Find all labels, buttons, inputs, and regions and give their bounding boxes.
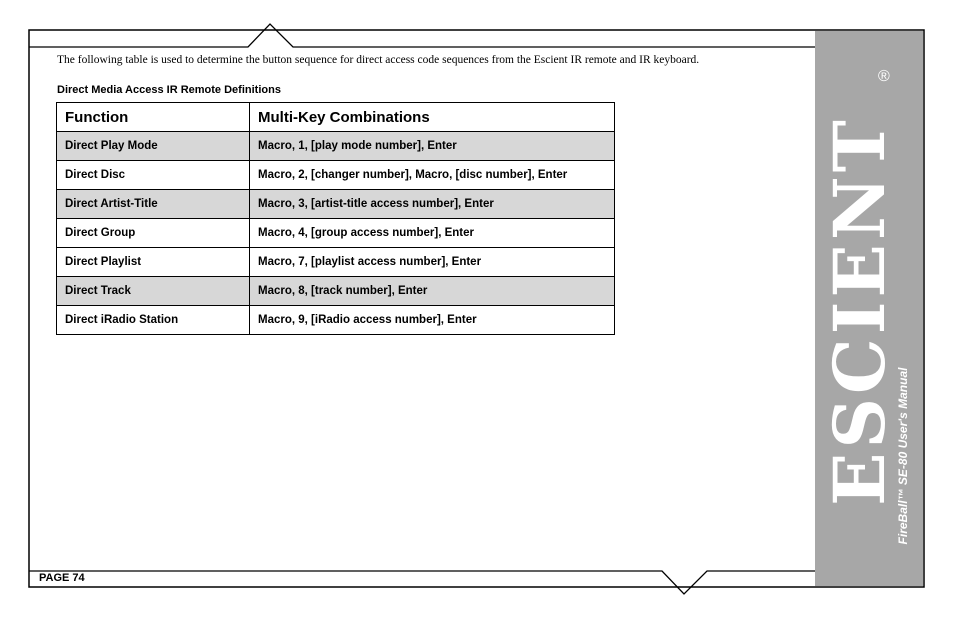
function-cell: Direct Artist-Title <box>57 190 250 219</box>
page-number: PAGE 74 <box>39 572 85 584</box>
function-cell: Direct Play Mode <box>57 132 250 161</box>
definitions-table <box>56 102 615 335</box>
function-cell: Direct Group <box>57 219 250 248</box>
function-cell: Direct Playlist <box>57 248 250 277</box>
table-row <box>57 306 615 335</box>
escient-logo: ESCIENT <box>818 116 901 506</box>
table-title: Direct Media Access IR Remote Definitions <box>57 84 281 96</box>
table-row <box>57 248 615 277</box>
combination-cell: Macro, 2, [changer number], Macro, [disc number], Enter <box>250 161 615 190</box>
table-row <box>57 161 615 190</box>
intro-paragraph: The following table is used to determine the button sequence for direct access code sequences from the Escient IR remote and IR keyboard. <box>57 54 700 66</box>
manual-caption: FireBall™ SE-80 User's Manual <box>896 367 910 545</box>
function-cell: Direct iRadio Station <box>57 306 250 335</box>
header-function: Function <box>57 103 250 132</box>
function-cell: Direct Track <box>57 277 250 306</box>
header-multi-key: Multi-Key Combinations <box>250 103 615 132</box>
table-header-row <box>57 103 615 132</box>
combination-cell: Macro, 3, [artist-title access number], Enter <box>250 190 615 219</box>
registered-mark: ® <box>878 68 890 85</box>
combination-cell: Macro, 4, [group access number], Enter <box>250 219 615 248</box>
combination-cell: Macro, 9, [iRadio access number], Enter <box>250 306 615 335</box>
combination-cell: Macro, 7, [playlist access number], Enter <box>250 248 615 277</box>
function-cell: Direct Disc <box>57 161 250 190</box>
table-row <box>57 219 615 248</box>
combination-cell: Macro, 8, [track number], Enter <box>250 277 615 306</box>
table-row <box>57 190 615 219</box>
table-row <box>57 132 615 161</box>
table-row <box>57 277 615 306</box>
combination-cell: Macro, 1, [play mode number], Enter <box>250 132 615 161</box>
